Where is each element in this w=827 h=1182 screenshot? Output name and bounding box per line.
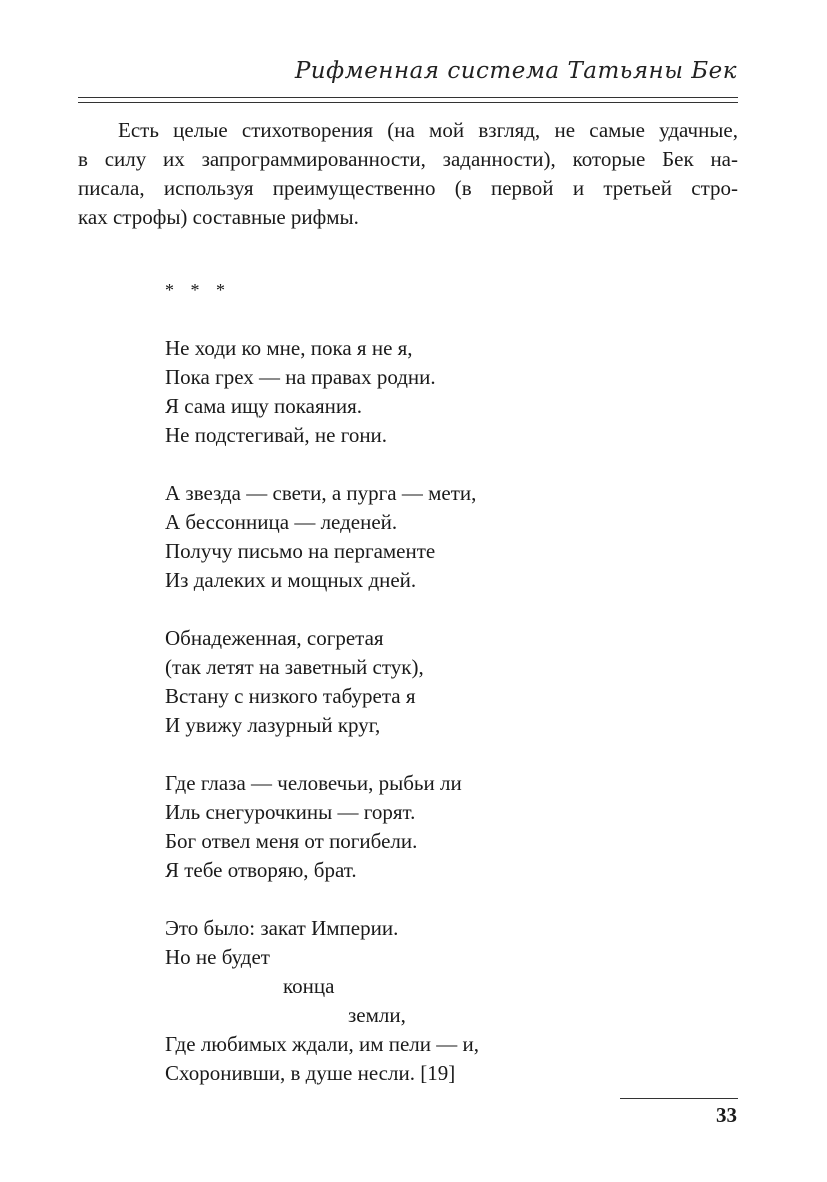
running-head: Рифменная система Татьяны Бек bbox=[294, 58, 737, 84]
stanza-1 bbox=[165, 334, 479, 450]
poem-line: Бог отвел меня от погибели. bbox=[165, 829, 418, 853]
intro-line: писала, используя преимущественно (в первой и третьей стро- bbox=[78, 176, 738, 200]
stanza-5 bbox=[165, 914, 479, 1088]
poem bbox=[165, 276, 479, 1088]
poem-line: Встану с низкого табурета я bbox=[165, 684, 416, 708]
poem-line-stepped: конца bbox=[283, 974, 335, 998]
poem-line: Где любимых ждали, им пели — и, bbox=[165, 1032, 480, 1056]
intro-line: в силу их запрограммированности, заданности), которые Бек на- bbox=[78, 147, 738, 171]
poem-line: Иль снегурочкины — горят. bbox=[165, 800, 416, 824]
poem-asterisms: * * * bbox=[165, 280, 231, 300]
poem-line: Но не будет bbox=[165, 945, 270, 969]
poem-line: (так летят на заветный стук), bbox=[165, 655, 424, 679]
poem-line: Получу письмо на пергаменте bbox=[165, 539, 436, 563]
intro-line: Есть целые стихотворения (на мой взгляд, не самые удачные, bbox=[118, 118, 738, 142]
footer-rule bbox=[620, 1098, 738, 1099]
poem-line: Схоронивши, в душе несли. [19] bbox=[165, 1061, 456, 1085]
poem-line: Из далеких и мощных дней. bbox=[165, 568, 417, 592]
page-number: 33 bbox=[716, 1103, 737, 1127]
poem-line: А звезда — свети, а пурга — мети, bbox=[165, 481, 477, 505]
poem-line: А бессонница — леденей. bbox=[165, 510, 398, 534]
poem-line-stepped: земли, bbox=[348, 1003, 406, 1027]
poem-line: Не подстегивай, не гони. bbox=[165, 423, 388, 447]
poem-line: Обнадеженная, согретая bbox=[165, 626, 384, 650]
poem-line: Где глаза — человечьи, рыбьи ли bbox=[165, 771, 462, 795]
header-double-rule bbox=[78, 97, 738, 103]
poem-line: Не ходи ко мне, пока я не я, bbox=[165, 336, 413, 360]
poem-line: Пока грех — на правах родни. bbox=[165, 365, 436, 389]
intro-line: ках строфы) составные рифмы. bbox=[78, 205, 359, 229]
poem-line: Я тебе отворяю, брат. bbox=[165, 858, 357, 882]
poem-line: И увижу лазурный круг, bbox=[165, 713, 381, 737]
poem-line: Я сама ищу покаяния. bbox=[165, 394, 363, 418]
poem-line: Это было: закат Империи. bbox=[165, 916, 399, 940]
intro-paragraph bbox=[78, 116, 738, 232]
stanza-2 bbox=[165, 479, 479, 595]
stanza-4 bbox=[165, 769, 479, 885]
stanza-3 bbox=[165, 624, 479, 740]
